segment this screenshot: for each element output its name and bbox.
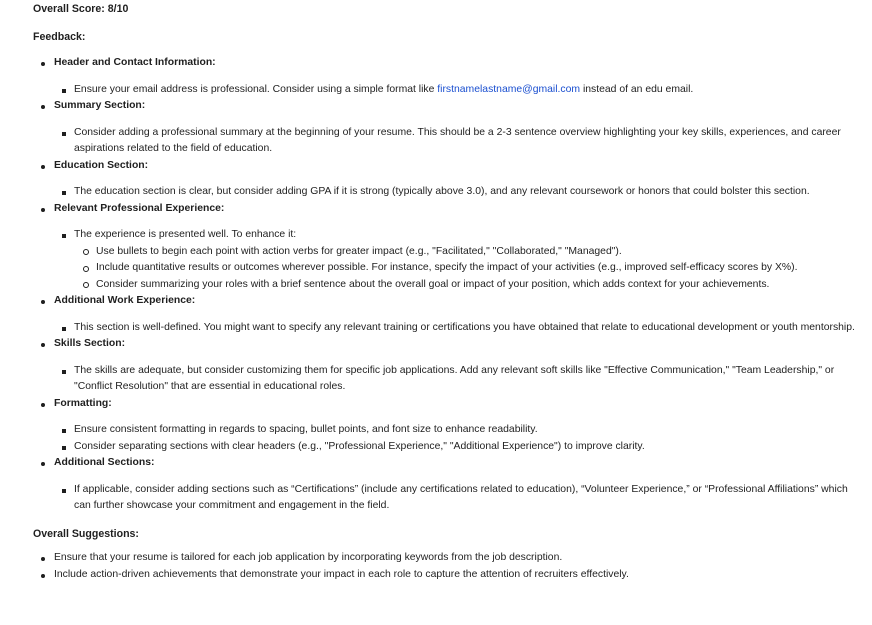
list-item: Include action-driven achievements that demonstrate your impact in each role to capture the attention of recruiters effectively. xyxy=(33,567,863,584)
sub-list-item: Use bullets to begin each point with action verbs for greater impact (e.g., "Facilitated," "Collaborated," "Managed"). xyxy=(74,244,863,261)
feedback-document xyxy=(33,1,863,583)
section-items xyxy=(54,363,863,396)
item-text: Ensure your email address is professional. Consider using a simple format like xyxy=(74,83,438,95)
item-text: The experience is presented well. To enhance it: xyxy=(74,229,297,240)
overall-suggestions-heading: Overall Suggestions: xyxy=(33,527,139,540)
list-item: Consider separating sections with clear headers (e.g., "Professional Experience," "Additional Experience") to improve clarity. xyxy=(54,439,863,456)
section-items xyxy=(54,227,863,293)
section-formatting xyxy=(33,396,863,456)
section-title: Education Section: xyxy=(54,159,149,171)
list-item: Ensure that your resume is tailored for each job application by incorporating keywords from the job description. xyxy=(33,550,863,567)
section-items xyxy=(54,184,863,201)
overall-score: Overall Score: 8/10 xyxy=(33,3,129,15)
section-title: Relevant Professional Experience: xyxy=(54,202,225,214)
list-item: If applicable, consider adding sections such as “Certifications” (include any certifications related to education), “Volunteer Experience,” or “Professional Affiliations” which can further showcase your commitment and engagement in the field. xyxy=(54,482,863,515)
item-text-end: instead of an edu email. xyxy=(580,83,694,95)
section-title: Additional Work Experience: xyxy=(54,295,196,306)
section-title: Summary Section: xyxy=(54,100,146,111)
section-title: Formatting: xyxy=(54,397,112,409)
section-additional-work xyxy=(33,293,863,336)
section-items xyxy=(54,482,863,515)
list-item: The skills are adequate, but consider customizing them for specific job applications. Add any relevant soft skills like "Effective Communication," "Team Leadership," or "Conflict Resolution" that are essential in educational roles. xyxy=(54,363,863,396)
sub-list-item: Include quantitative results or outcomes wherever possible. For instance, specify the impact of your activities (e.g., improved self-efficacy scores by X%). xyxy=(74,260,863,277)
section-items xyxy=(54,82,863,99)
section-title: Header and Contact Information: xyxy=(54,57,216,68)
email-link[interactable]: firstnamelastname@gmail.com xyxy=(437,83,581,95)
section-items xyxy=(54,320,863,337)
list-item xyxy=(54,227,863,293)
feedback-sections xyxy=(33,55,863,515)
section-skills xyxy=(33,336,863,396)
overall-suggestions-list xyxy=(33,550,863,583)
section-summary xyxy=(33,98,863,158)
section-title: Additional Sections: xyxy=(54,457,155,468)
list-item: Consider adding a professional summary at the beginning of your resume. This should be a 2-3 sentence overview highlighting your key skills, experiences, and career aspirations related to the field of education. xyxy=(54,125,863,158)
sub-items xyxy=(74,244,863,294)
feedback-heading: Feedback: xyxy=(33,30,86,43)
list-item xyxy=(54,82,863,99)
section-items xyxy=(54,125,863,158)
list-item: The education section is clear, but consider adding GPA if it is strong (typically above 3.0), and any relevant coursework or honors that could bolster this section. xyxy=(54,184,863,201)
list-item: Ensure consistent formatting in regards to spacing, bullet points, and font size to enhance readability. xyxy=(54,422,863,439)
section-professional-experience xyxy=(33,201,863,294)
section-title: Skills Section: xyxy=(54,338,126,349)
section-header-contact xyxy=(33,55,863,98)
section-additional-sections xyxy=(33,455,863,515)
sub-list-item: Consider summarizing your roles with a brief sentence about the overall goal or impact of your position, which adds context for your achievements. xyxy=(74,277,863,294)
section-items xyxy=(54,422,863,455)
section-education xyxy=(33,158,863,201)
list-item: This section is well-defined. You might want to specify any relevant training or certifications you have obtained that relate to educational development or youth mentorship. xyxy=(54,320,863,337)
